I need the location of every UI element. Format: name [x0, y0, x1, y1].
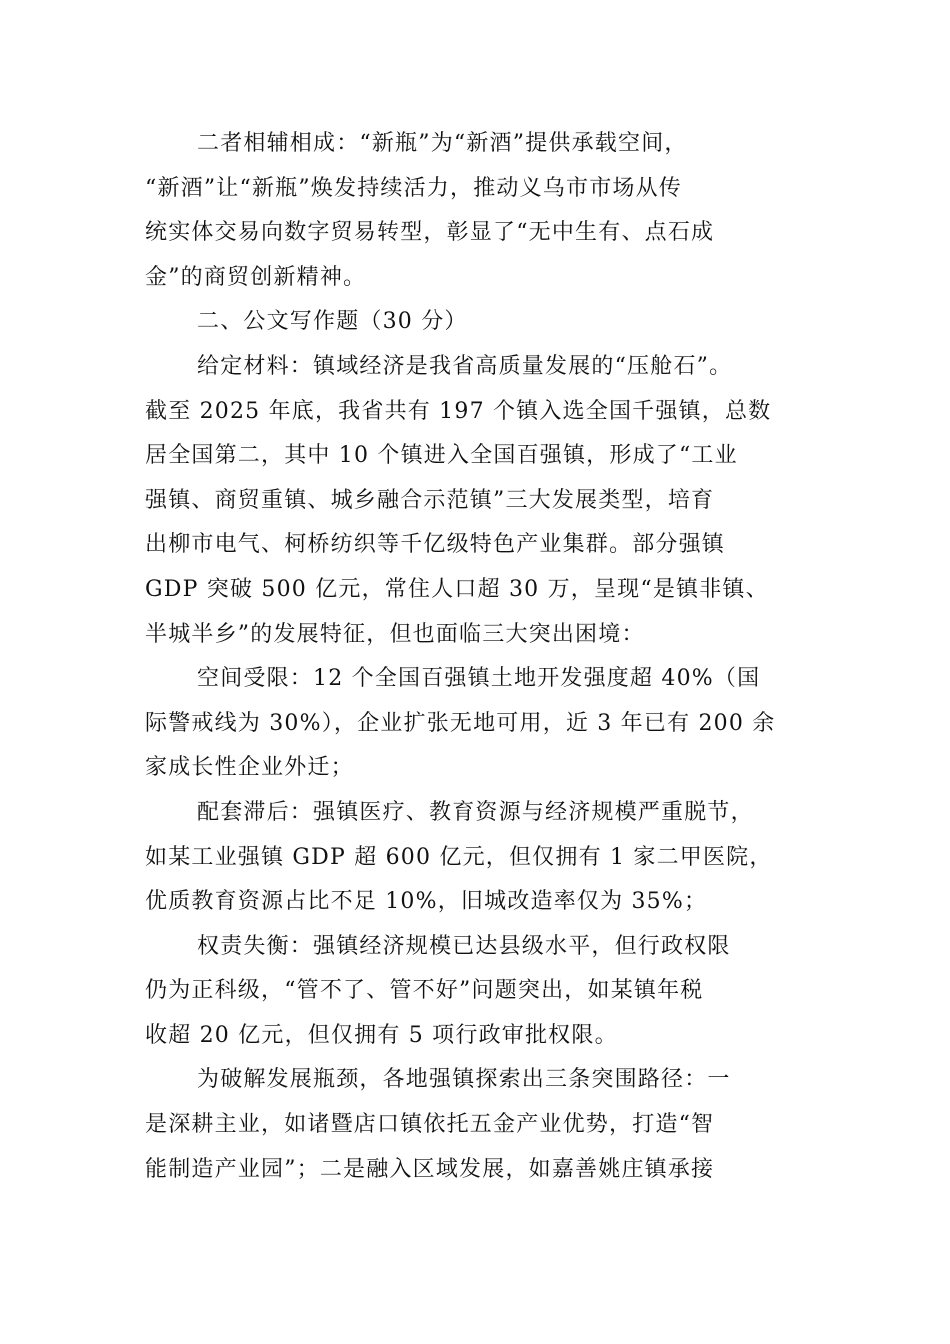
text-line: 优质教育资源占比不足 10%，旧城改造率仅为 35%；	[145, 889, 708, 915]
text-line: 仍为正科级，“管不了、管不好”问题突出，如某镇年税	[145, 978, 704, 1004]
text-line: 是深耕主业，如诸暨店口镇依托五金产业优势，打造“智	[145, 1112, 715, 1138]
text-line: 家成长性企业外迁；	[145, 755, 354, 781]
text-line: 居全国第二，其中 10 个镇进入全国百强镇，形成了“工业	[145, 443, 738, 469]
text-line: 为破解发展瓶颈，各地强镇探索出三条突围路径：一	[197, 1067, 731, 1093]
text-line: 金”的商贸创新精神。	[145, 264, 367, 290]
text-line: 际警戒线为 30%），企业扩张无地可用，近 3 年已有 200 余	[145, 710, 776, 736]
section-heading: 二、公文写作题（30 分）	[197, 309, 468, 335]
text-line: 如某工业强镇 GDP 超 600 亿元，但仅拥有 1 家二甲医院，	[145, 844, 773, 870]
text-line: 给定材料：镇域经济是我省高质量发展的“压舱石”。	[197, 353, 733, 379]
text-line: 权责失衡：强镇经济规模已达县级水平，但行政权限	[197, 933, 731, 959]
text-line: 收超 20 亿元，但仅拥有 5 项行政审批权限。	[145, 1022, 618, 1048]
text-line: GDP 突破 500 亿元，常住人口超 30 万，呈现“是镇非镇、	[145, 576, 769, 602]
text-line: 能制造产业园”；二是融入区域发展，如嘉善姚庄镇承接	[145, 1156, 715, 1182]
text-line: 空间受限：12 个全国百强镇土地开发强度超 40%（国	[197, 666, 761, 692]
text-line: 统实体交易向数字贸易转型，彰显了“无中生有、点石成	[145, 220, 715, 246]
text-line: 出柳市电气、柯桥纺织等千亿级特色产业集群。部分强镇	[145, 532, 726, 558]
document-body	[145, 122, 810, 1192]
text-line: 二者相辅相成：“新瓶”为“新酒”提供承载空间，	[197, 131, 688, 156]
text-line: “新酒”让“新瓶”焕发持续活力，推动义乌市市场从传	[145, 175, 682, 201]
text-line: 强镇、商贸重镇、城乡融合示范镇”三大发展类型，培育	[145, 487, 715, 513]
text-line: 配套滞后：强镇医疗、教育资源与经济规模严重脱节，	[197, 799, 754, 825]
text-line: 半城半乡”的发展特征，但也面临三大突出困境：	[145, 621, 645, 647]
text-line: 截至 2025 年底，我省共有 197 个镇入选全国千强镇，总数	[145, 398, 772, 424]
